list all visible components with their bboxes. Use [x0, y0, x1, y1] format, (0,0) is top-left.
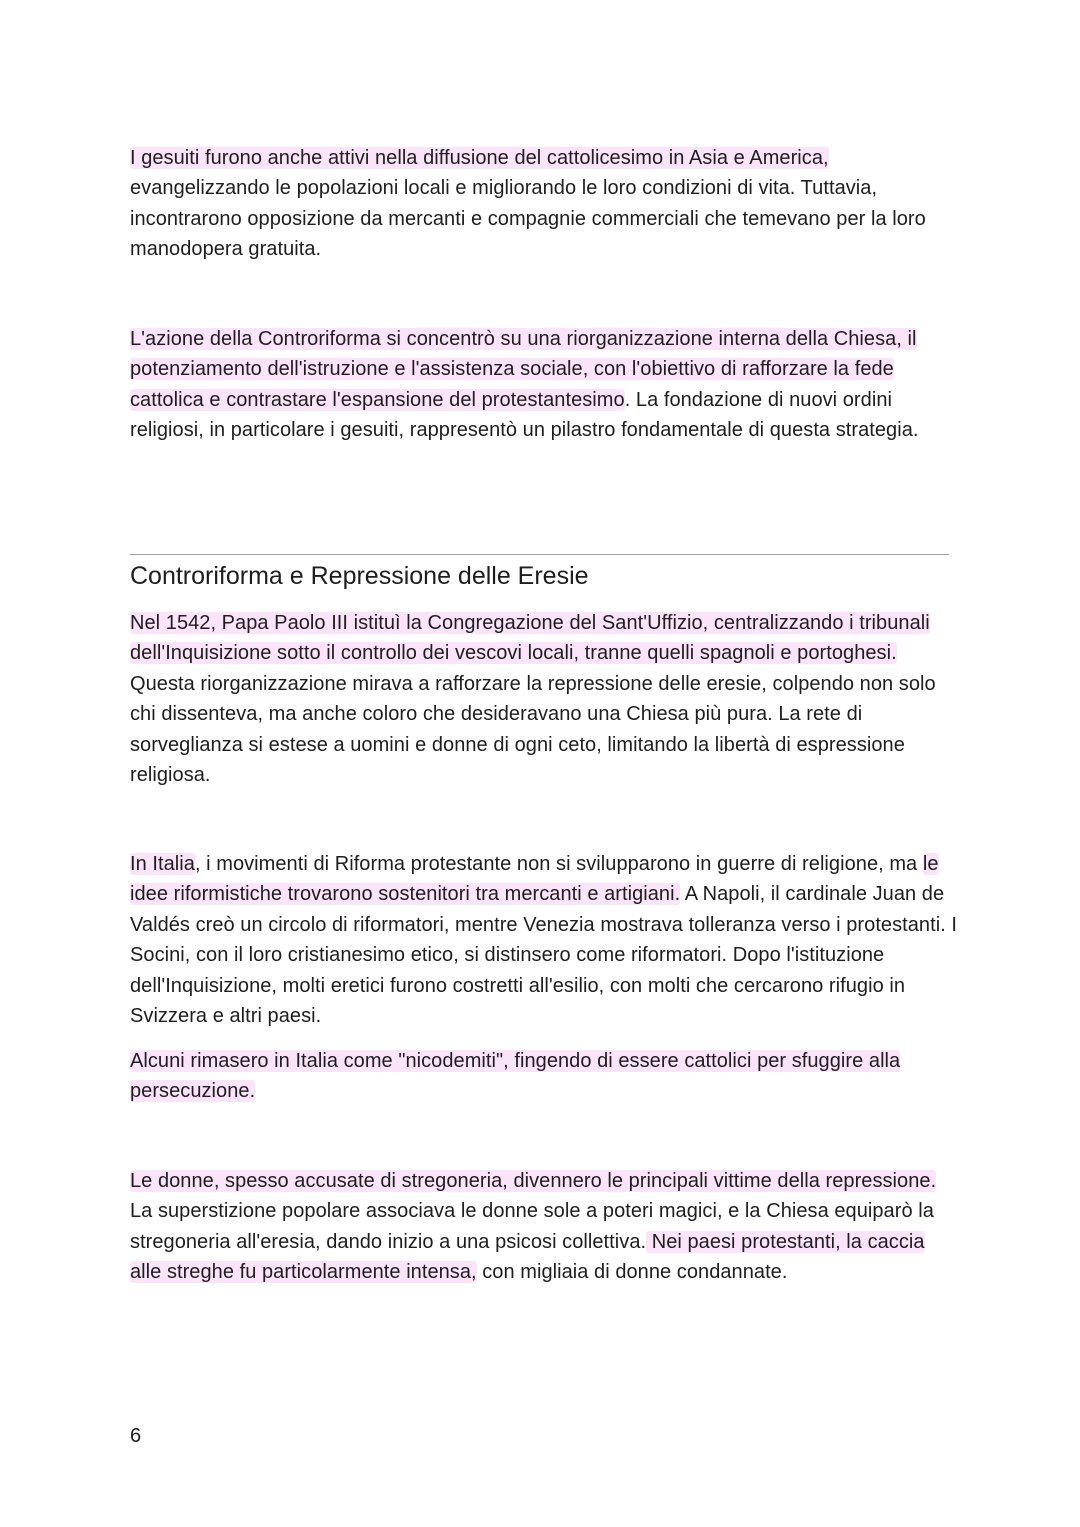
- highlighted-text: In Italia: [130, 853, 195, 875]
- paragraph-text: A Napoli, il cardinale Juan de Valdés creò un circolo di riformatori, mentre Venezia mostrava tolleranza verso i protestanti. I Socini, con il loro cristianesimo etico, si distinsero come riformatori. Dopo l'istituzione dell'Inquisizione, molti eretici furono costretti all'esilio, con molti che cercarono rifugio in Svizzera e altri paesi.: [130, 883, 958, 1028]
- paragraph-jesuits-missions: [130, 143, 960, 265]
- paragraph-text: con migliaia di donne condannate.: [476, 1261, 788, 1284]
- highlighted-text: Nei paesi protestanti, la caccia alle streghe fu particolarmente intensa,: [130, 1230, 925, 1284]
- highlighted-text: le idee riformistiche trovarono sostenitori tra mercanti e artigiani.: [130, 853, 939, 906]
- paragraph-text: Questa riorganizzazione mirava a rafforzare la repressione delle eresie, colpendo non solo chi dissenteva, ma anche coloro che desideravano una Chiesa più pura. La rete di sorveglianza si estese a uomini e donne di ogni ceto, limitando la libertà di espressione religiosa.: [130, 672, 936, 787]
- highlighted-text: L'azione della Controriforma si concentrò su una riorganizzazione interna della Chiesa, il potenziamento dell'istruzione e l'assistenza sociale, con l'obiettivo di rafforzare la fede cattolica e contrastare l'espansione del protestantesimo: [130, 328, 917, 411]
- section-divider: [130, 554, 949, 555]
- paragraph-text: evangelizzando le popolazioni locali e migliorando le loro condizioni di vita. Tuttavia, incontrarono opposizione da mercanti e compagnie commerciali che temevano per la loro manodopera gratuita.: [130, 177, 926, 261]
- highlighted-text: I gesuiti furono anche attivi nella diffusione del cattolicesimo in Asia e America,: [130, 147, 829, 169]
- paragraph-holy-office: [130, 608, 960, 790]
- paragraph-text: . La fondazione di nuovi ordini religiosi, in particolare i gesuiti, rappresentò un pilastro fondamentale di questa strategia.: [130, 388, 919, 442]
- paragraph-counter-reformation-action: [130, 324, 960, 446]
- paragraph-witch-hunts: [130, 1166, 960, 1288]
- highlighted-text: Alcuni rimasero in Italia come "nicodemiti", fingendo di essere cattolici per sfuggire alla persecuzione.: [130, 1050, 901, 1103]
- page-number: 6: [130, 1425, 142, 1447]
- paragraph-italy-reform: [130, 849, 960, 1031]
- paragraph-text: , i movimenti di Riforma protestante non si svilupparono in guerre di religione, ma: [194, 853, 923, 875]
- paragraph-nicodemites: [130, 1046, 960, 1107]
- highlighted-text: Le donne, spesso accusate di stregoneria, divennero le principali vittime della repressione.: [130, 1170, 937, 1192]
- paragraph-text: La superstizione popolare associava le donne sole a poteri magici, e la Chiesa equiparò la stregoneria all'eresia, dando inizio a una psicosi collettiva.: [130, 1200, 934, 1253]
- section-heading: Controriforma e Repressione delle Eresie: [130, 562, 589, 590]
- highlighted-text: Nel 1542, Papa Paolo III istituì la Congregazione del Sant'Uffizio, centralizzando i tribunali dell'Inquisizione sotto il controllo dei vescovi locali, tranne quelli spagnoli e portoghesi.: [130, 612, 930, 665]
